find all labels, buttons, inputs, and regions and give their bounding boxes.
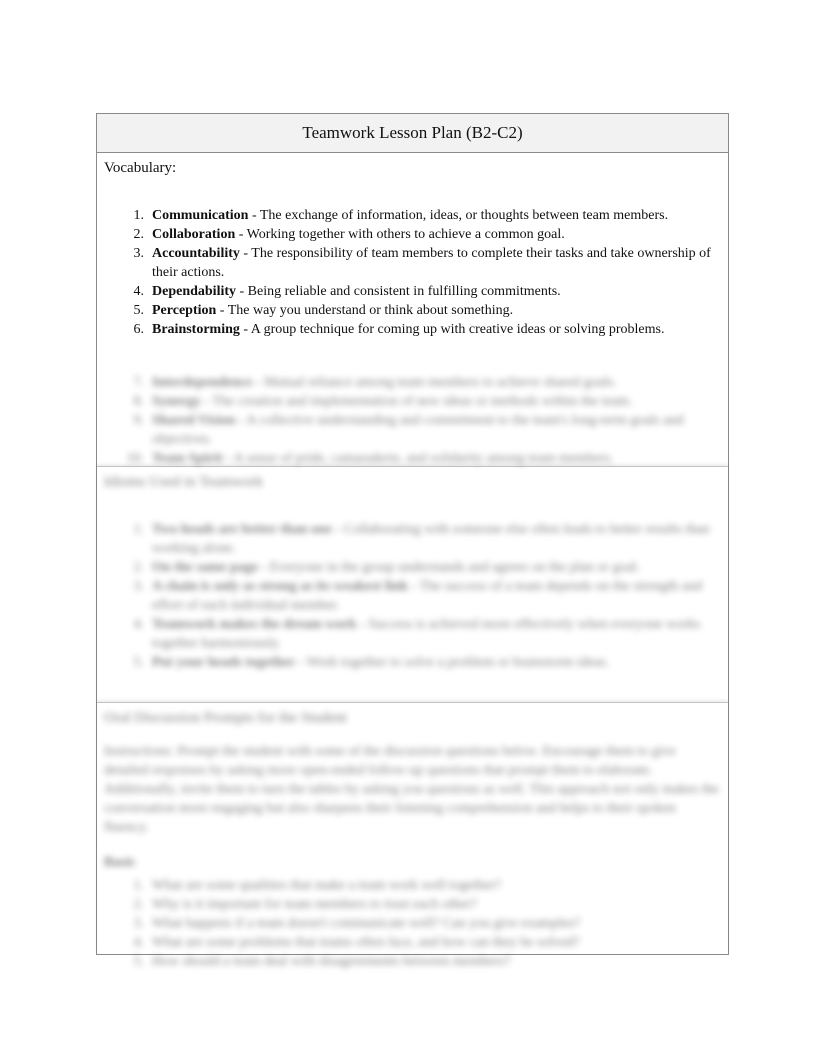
vocabulary-visible-area	[104, 159, 720, 370]
idioms-content	[104, 473, 720, 672]
list-item	[104, 615, 720, 653]
idiom-term: A chain is only as strong as its weakest link	[152, 579, 409, 594]
item-number: 1.	[133, 878, 144, 893]
item-number: 2.	[133, 897, 144, 912]
question-text: How should a team deal with disagreements between members?	[152, 954, 511, 969]
idioms-list	[104, 520, 720, 672]
list-item	[104, 244, 720, 282]
item-number: 10.	[126, 451, 144, 466]
item-number: 4.	[133, 284, 144, 299]
item-number: 2.	[133, 227, 144, 242]
document-title: Teamwork Lesson Plan (B2-C2)	[97, 114, 728, 153]
list-item	[104, 301, 720, 320]
vocab-definition: - The creation and implementation of new ideas or methods within the team.	[201, 394, 633, 409]
item-number: 3.	[133, 916, 144, 931]
item-number: 2.	[133, 560, 144, 575]
list-item	[104, 577, 720, 615]
vocab-definition: - A sense of pride, camaraderie, and solidarity among team members.	[222, 451, 614, 466]
list-item	[104, 895, 720, 914]
vocab-definition: - The responsibility of team members to complete their tasks and take ownership of their actions.	[152, 246, 711, 280]
list-item	[104, 282, 720, 301]
discussion-section	[97, 702, 728, 969]
item-number: 3.	[133, 579, 144, 594]
list-item	[104, 320, 720, 339]
idiom-definition: - Success is achieved more effectively when everyone works together harmoniously.	[152, 617, 701, 651]
question-text: What are some qualities that make a team work well together?	[152, 878, 502, 893]
list-item	[104, 225, 720, 244]
idiom-term: Two heads are better than one	[152, 522, 333, 537]
idiom-definition: - Collaborating with someone else often leads to better results than working alone.	[152, 522, 710, 556]
idioms-section	[97, 466, 728, 702]
vocab-definition: - A group technique for coming up with creative ideas or solving problems.	[239, 322, 665, 337]
list-item	[104, 520, 720, 558]
list-item	[104, 411, 720, 449]
list-item	[104, 952, 720, 971]
item-number: 7.	[133, 375, 144, 390]
idiom-definition: - The success of a team depends on the strength and effort of each individual member.	[152, 579, 703, 613]
vocab-term: Interdependence	[152, 375, 253, 390]
idiom-term: Put your heads together	[152, 655, 296, 670]
item-number: 8.	[133, 394, 144, 409]
item-number: 9.	[133, 413, 144, 428]
vocab-definition: - The way you understand or think about something.	[216, 303, 514, 318]
vocab-term: Collaboration	[152, 227, 236, 242]
item-number: 5.	[133, 303, 144, 318]
discussion-content	[104, 709, 720, 971]
item-number: 1.	[133, 208, 144, 223]
list-item	[104, 373, 720, 392]
list-item	[104, 392, 720, 411]
question-text: Why is it important for team members to trust each other?	[152, 897, 478, 912]
vocab-term: Communication	[152, 208, 249, 223]
question-text: What are some problems that teams often face, and how can they be solved?	[152, 935, 580, 950]
list-item	[104, 933, 720, 952]
idioms-heading: Idioms Used in Teamwork	[104, 474, 264, 490]
item-number: 6.	[133, 322, 144, 337]
vocab-term: Accountability	[152, 246, 240, 261]
item-number: 3.	[133, 246, 144, 261]
questions-heading: Basic	[104, 855, 136, 870]
list-item	[104, 914, 720, 933]
list-item	[104, 558, 720, 577]
discussion-heading: Oral Discussion Prompts for the Student	[104, 710, 347, 726]
questions-list	[104, 876, 720, 971]
item-number: 1.	[133, 522, 144, 537]
vocab-term: Synergy	[152, 394, 201, 409]
vocab-term: Shared Vision	[152, 413, 236, 428]
vocab-definition: - Being reliable and consistent in fulfilling commitments.	[236, 284, 561, 299]
vocab-term: Dependability	[152, 284, 237, 299]
vocabulary-section	[97, 153, 728, 466]
idiom-term: Teamwork makes the dream work	[152, 617, 357, 632]
vocabulary-heading: Vocabulary:	[104, 160, 177, 176]
vocabulary-list	[104, 206, 720, 339]
vocab-definition: - The exchange of information, ideas, or thoughts between team members.	[248, 208, 669, 223]
item-number: 4.	[133, 617, 144, 632]
vocab-definition: - A collective understanding and commitment to the team's long-term goals and objectives.	[152, 413, 684, 447]
discussion-instructions: Instructions: Prompt the student with some of the discussion questions below. Encourage them to give detailed responses by asking more open-ended follow-up questions that prompt them to elaborate. Additionally, invite them to turn the tables by asking you questions as well. This approach not only makes the conversation more engaging but also sharpens their listening comprehension and helps to their spoken fluency.	[104, 744, 719, 835]
item-number: 5.	[133, 655, 144, 670]
idiom-term: On the same page	[152, 560, 259, 575]
vocab-term: Brainstorming	[152, 322, 240, 337]
lesson-plan-table	[96, 113, 729, 969]
item-number: 4.	[133, 935, 144, 950]
idiom-definition: - Work together to solve a problem or brainstorm ideas.	[295, 655, 610, 670]
list-item	[104, 653, 720, 672]
list-item	[104, 876, 720, 895]
list-item	[104, 206, 720, 225]
item-number: 5.	[133, 954, 144, 969]
vocabulary-list-blurred	[104, 373, 720, 468]
vocab-definition: - Mutual reliance among team members to achieve shared goals.	[252, 375, 617, 390]
vocab-term: Team Spirit	[152, 451, 223, 466]
list-item	[104, 449, 720, 468]
vocab-definition: - Working together with others to achieve a common goal.	[235, 227, 565, 242]
vocab-term: Perception	[152, 303, 217, 318]
idiom-definition: - Everyone in the group understands and agrees on the plan or goal.	[258, 560, 640, 575]
question-text: What happens if a team doesn't communicate well? Can you give examples?	[152, 916, 581, 931]
